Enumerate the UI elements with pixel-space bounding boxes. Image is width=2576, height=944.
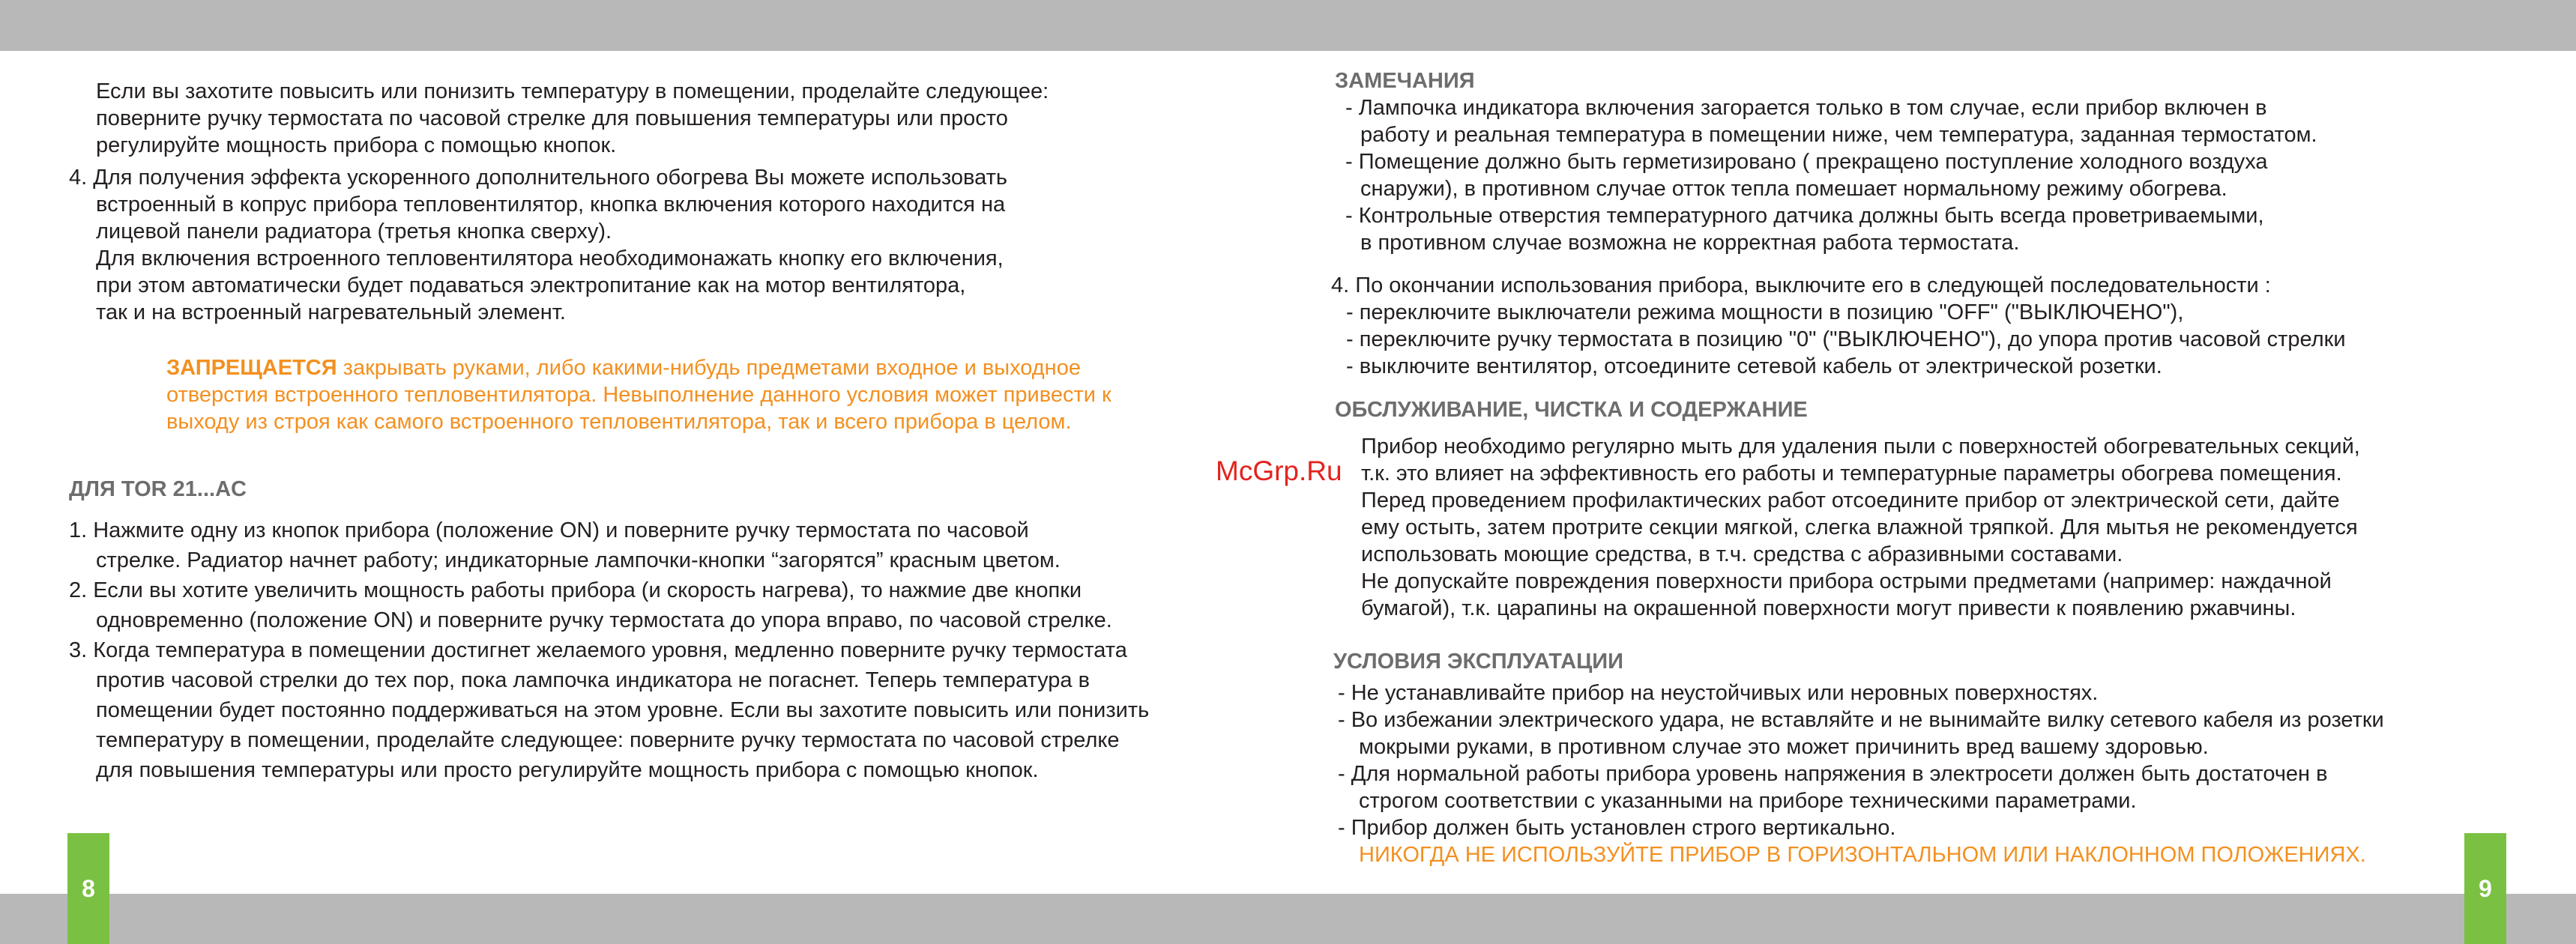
section-heading-tor: ДЛЯ TOR 21...AC bbox=[69, 477, 247, 501]
condition-line: строгом соответствии с указанными на приборе техническими параметрами. bbox=[1359, 789, 2137, 813]
intro-line: поверните ручку термостата по часовой стрелке для повышения температуры или просто bbox=[96, 106, 1008, 130]
note-line: - Лампочка индикатора включения загорается только в том случае, если прибор включен в bbox=[1345, 96, 2267, 120]
step-line: 2. Если вы хотите увеличить мощность работы прибора (и скорость нагрева), то нажмие две кнопки bbox=[69, 578, 1082, 602]
maintenance-line: использовать моющие средства, в т.ч. средства с абразивными составами. bbox=[1361, 542, 2123, 566]
intro-line: регулируйте мощность прибора с помощью кнопок. bbox=[96, 133, 617, 157]
warning-line bbox=[166, 354, 1111, 381]
item-line: лицевой панели радиатора (третья кнопка сверху). bbox=[96, 220, 612, 243]
maintenance-line: бумагой), т.к. царапины на окрашенной поверхности могут привести к появлению ржавчины. bbox=[1361, 596, 2296, 620]
maintenance-heading: ОБСЛУЖИВАНИЕ, ЧИСТКА И СОДЕРЖАНИЕ bbox=[1335, 398, 1808, 422]
maintenance-line: ему остыть, затем протрите секции мягкой, слегка влажной тряпкой. Для мытья не рекомендуется bbox=[1361, 515, 2358, 539]
bottom-band bbox=[0, 894, 2576, 944]
warning-line: отверстия встроенного тепловентилятора. Невыполнение данного условия может привести к bbox=[166, 383, 1111, 407]
conditions-heading: УСЛОВИЯ ЭКСПЛУАТАЦИИ bbox=[1333, 650, 1623, 674]
note-line: - Контрольные отверстия температурного датчика должны быть всегда проветриваемыми, bbox=[1345, 204, 2264, 228]
item-line: при этом автоматически будет подаваться электропитание как на мотор вентилятора, bbox=[96, 273, 966, 297]
step-line: одновременно (положение ON) и поверните ручку термостата до упора вправо, по часовой стрелке. bbox=[96, 608, 1112, 632]
warning-label: ЗАПРЕЩАЕТСЯ bbox=[166, 356, 337, 380]
condition-line: - Во избежании электрического удара, не вставляйте и не вынимайте вилку сетевого кабеля из розетки bbox=[1338, 708, 2384, 732]
warning-text: закрывать руками, либо какими-нибудь предметами входное и выходное bbox=[337, 356, 1081, 380]
step-line: против часовой стрелки до тех пор, пока лампочка индикатора не погаснет. Теперь температура в bbox=[96, 668, 1091, 692]
item-line: 4. Для получения эффекта ускоренного дополнительного обогрева Вы можете использовать bbox=[69, 166, 1007, 190]
step-line: 1. Нажмите одну из кнопок прибора (положение ON) и поверните ручку термостата по часовой bbox=[69, 518, 1029, 542]
shutdown-list bbox=[1331, 272, 2346, 380]
maintenance-line: т.к. это влияет на эффективность его работы и температурные параметры обогрева помещения. bbox=[1361, 462, 2342, 485]
notes-heading: ЗАМЕЧАНИЯ bbox=[1335, 69, 1475, 93]
shutdown-line: - переключите ручку термостата в позицию "0" ("ВЫКЛЮЧЕНО"), до упора против часовой стрелки bbox=[1346, 327, 2346, 351]
watermark: McGrp.Ru bbox=[1216, 456, 1342, 486]
step-line: помещении будет постоянно поддерживаться на этом уровне. Если вы захотите повысить или понизить bbox=[96, 698, 1150, 722]
maintenance-paragraph bbox=[1361, 433, 2360, 622]
item-4-paragraph bbox=[69, 164, 1007, 326]
step-line: для повышения температуры или просто регулируйте мощность прибора с помощью кнопок. bbox=[96, 758, 1039, 782]
condition-line: - Для нормальной работы прибора уровень напряжения в электросети должен быть достаточен в bbox=[1338, 762, 2328, 786]
note-line: работу и реальная температура в помещении ниже, чем температура, заданная термостатом. bbox=[1360, 123, 2317, 147]
step-line: температуру в помещении, проделайте следующее: поверните ручку термостата по часовой стрелке bbox=[96, 728, 1120, 752]
item-line: так и на встроенный нагревательный элемент. bbox=[96, 300, 566, 324]
step-line: стрелке. Радиатор начнет работу; индикаторные лампочки-кнопки “загорятся” красным цветом. bbox=[96, 548, 1061, 572]
notes-list bbox=[1345, 94, 2317, 256]
shutdown-line: 4. По окончании использования прибора, выключите его в следующей последовательности : bbox=[1331, 273, 2271, 297]
page-number-left: 8 bbox=[67, 833, 109, 944]
condition-line: мокрыми руками, в противном случае это может причинить вред вашему здоровью. bbox=[1359, 735, 2209, 759]
conditions-list bbox=[1338, 680, 2384, 841]
warning-line: выходу из строя как самого встроенного тепловентилятора, так и всего прибора в целом. bbox=[166, 410, 1072, 434]
orientation-warning: НИКОГДА НЕ ИСПОЛЬЗУЙТЕ ПРИБОР В ГОРИЗОНТАЛЬНОМ ИЛИ НАКЛОННОМ ПОЛОЖЕНИЯХ. bbox=[1359, 843, 2366, 867]
maintenance-line: Перед проведением профилактических работ отсоедините прибор от электрической сети, дайте bbox=[1361, 488, 2340, 512]
condition-line: - Не устанавливайте прибор на неустойчивых или неровных поверхностях. bbox=[1338, 681, 2099, 705]
intro-paragraph bbox=[96, 78, 1049, 159]
maintenance-line: Не допускайте повреждения поверхности прибора острыми предметами (например: наждачной bbox=[1361, 569, 2332, 593]
note-line: - Помещение должно быть герметизировано ( прекращено поступление холодного воздуха bbox=[1345, 150, 2268, 174]
note-line: снаружи), в противном случае отток тепла помешает нормальному режиму обогрева. bbox=[1360, 177, 2227, 201]
page-number-right: 9 bbox=[2464, 833, 2506, 944]
shutdown-line: - выключите вентилятор, отсоедините сетевой кабель от электрической розетки. bbox=[1346, 354, 2162, 378]
note-line: в противном случае возможна не корректная работа термостата. bbox=[1360, 231, 2020, 255]
fan-warning bbox=[166, 354, 1111, 435]
step-line: 3. Когда температура в помещении достигнет желаемого уровня, медленно поверните ручку термостата bbox=[69, 638, 1127, 662]
condition-line: - Прибор должен быть установлен строго вертикально. bbox=[1338, 816, 1896, 840]
maintenance-line: Прибор необходимо регулярно мыть для удаления пыли с поверхностей обогревательных секций, bbox=[1361, 435, 2360, 459]
item-line: встроенный в копрус прибора тепловентилятор, кнопка включения которого находится на bbox=[96, 193, 1006, 217]
intro-line: Если вы захотите повысить или понизить температуру в помещении, проделайте следующее: bbox=[96, 79, 1049, 103]
item-line: Для включения встроенного тепловентилятора необходимонажать кнопку его включения, bbox=[96, 246, 1004, 270]
steps-list bbox=[69, 515, 1149, 785]
shutdown-line: - переключите выключатели режима мощности в позицию "OFF" ("ВЫКЛЮЧЕНО"), bbox=[1346, 300, 2184, 324]
top-band bbox=[0, 0, 2576, 51]
